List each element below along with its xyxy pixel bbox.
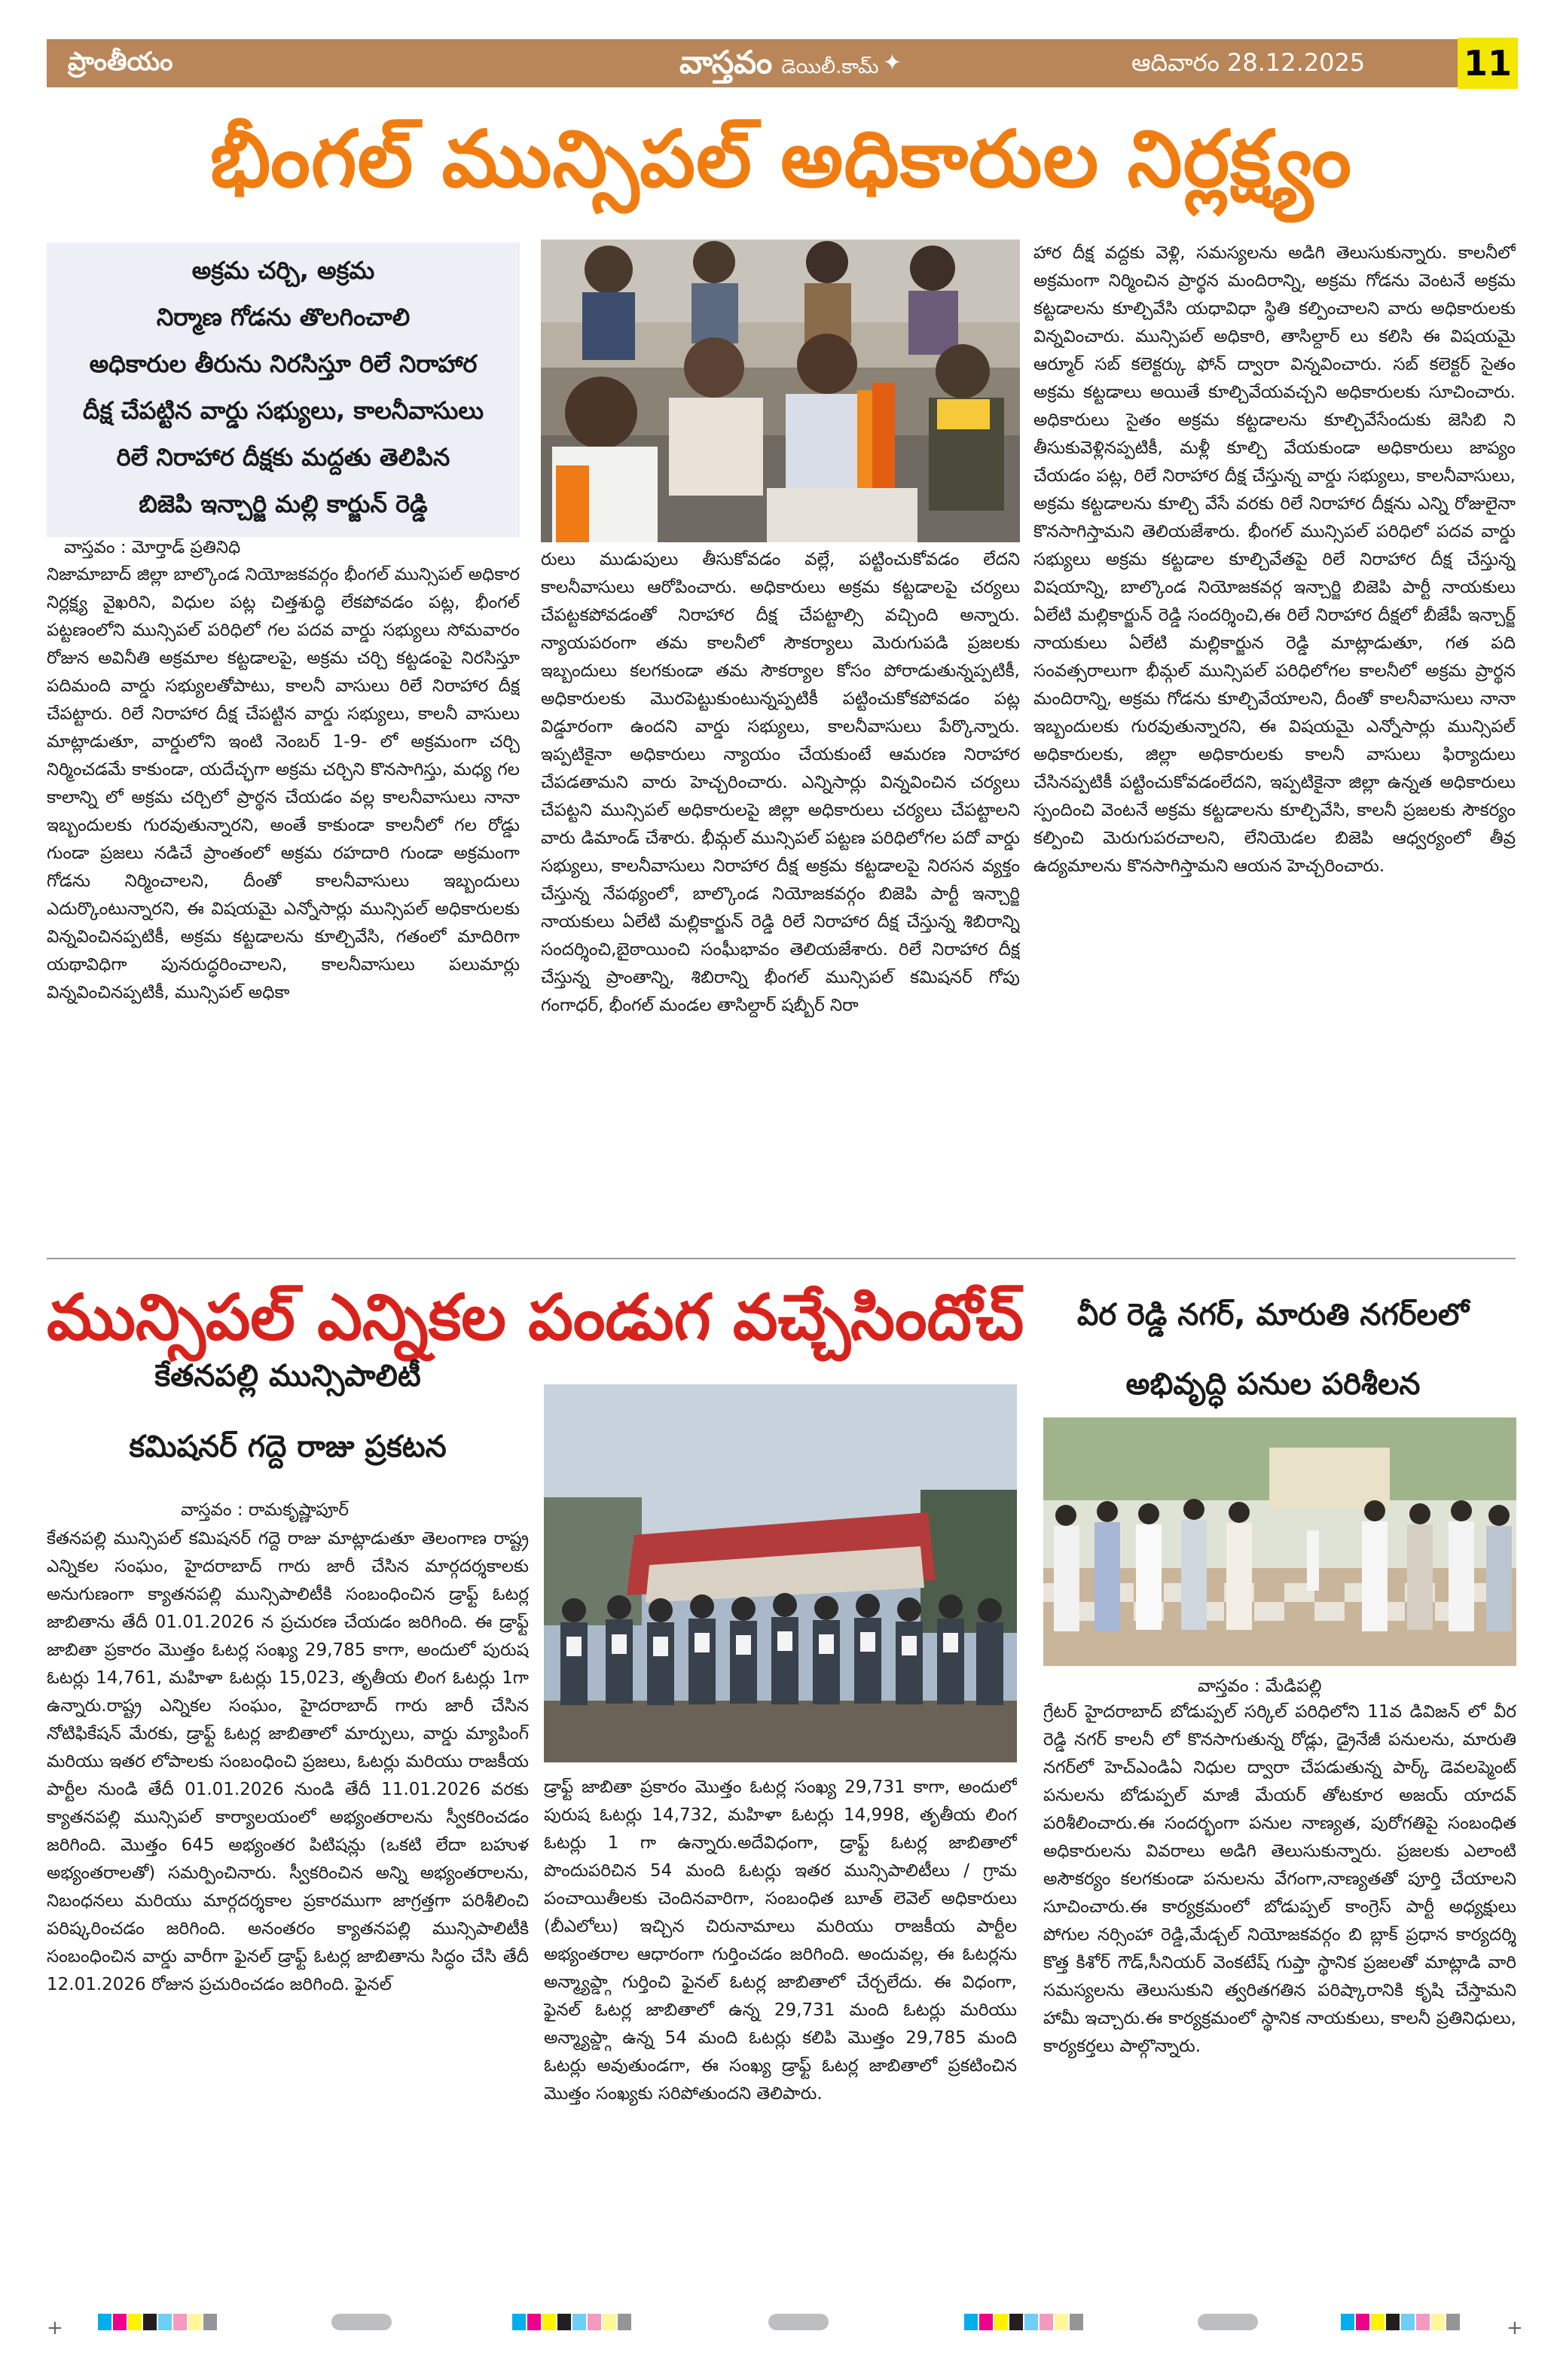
section-divider [47, 1258, 1516, 1259]
subhead-line: కమిషనర్ గద్దె రాజు ప్రకటన [129, 1430, 447, 1464]
issue-date: ఆదివారం 28.12.2025 [1131, 48, 1366, 77]
article2-headline: మున్సిపల్ ఎన్నికల పండుగ వచ్చేసిందోచ్ [47, 1280, 1024, 1354]
masthead-title: వాస్తవం [679, 44, 773, 81]
deck-line: దీక్ష చేపట్టిన వార్డు సభ్యులు, కాలనీవాసులు [82, 396, 484, 425]
article2-column-2 [544, 1774, 1017, 2280]
bird-logo-icon: ✦ [883, 50, 902, 76]
section-label: ప్రాంతీయం [68, 47, 173, 77]
article3-body [1043, 1698, 1516, 2226]
headline-line: వీర రెడ్డి నగర్, మారుతి నగర్‌లలో [1076, 1298, 1470, 1332]
deck-line: నిర్మాణ గోడను తొలగించాలి [156, 303, 411, 331]
masthead-sub: డెయిలీ.కామ్ [781, 56, 879, 78]
park-inspection-photo [1043, 1417, 1516, 1666]
page-number: 11 [1458, 38, 1518, 89]
article1-text: నిజామాబాద్ జిల్లా బాల్కొండ నియోజకవర్గం భీంగల్ మున్సిపల్ అధికార నిర్లక్ష్య వైఖరిని, విధుల పట్ల చిత్తశుద్ధి లేకపోవడం పట్ల, భీంగల్ పట్టణంలోని మున్సిపల్ పరిధిలో గల పదవ వార్డు సభ్యులు సోమవారం రోజున అవినీతి అక్రమాల కట్టడాలపై, అక్రమ చర్చి కట్టడంపై నిరసిస్తూ పదిమంది వార్డు సభ్యులతోపాటు, కాలనీ వాసులు రిలే నిరాహార దీక్ష చేపట్టారు. రిలే నిరాహార దీక్ష చేపట్టిన వార్డు సభ్యులు, కాలనీ వాసులు మాట్లాడుతూ, వార్డులోని ఇంటి నెంబర్ 1-9- లో అక్రమంగా చర్చి నిర్మించడమే కాకుండా, యదేచ్ఛగా అక్రమ చర్చిని కొనసాగిస్తు, మధ్య గల కాలాన్ని లో అక్రమ చర్చిలో ప్రార్థన చేయడం వల్ల కాలనీవాసులు నానా ఇబ్బందులకు గురవుతున్నారని, అంతే కాకుండా కాలనీలో గల రోడ్డు గుండా ప్రజలు నడిచే ప్రాంతంలో అక్రమ రహదారి గుండా అక్రమంగా గోడను నిర్మించాలని, దీంతో కాలనీవాసులు ఇబ్బందులు ఎదుర్కొంటున్నారని, ఈ విషయమై ఎన్నోసార్లు మున్సిపల్ అధికారులకు విన్నవించినప్పటికీ, అక్రమ కట్టడాలను కూల్చివేసి, గతంలో మాదిరిగా యథావిధిగా పునరుద్ధరించాలని, కాలనీవాసులు పలుమార్లు విన్నవించినప్పటికీ, మున్సిపల్ అధికా [47, 565, 520, 1002]
registration-mark-icon: + [1507, 2317, 1523, 2339]
article3-byline: వాస్తవం : మేడిపల్లి [1198, 1677, 1322, 1696]
article1-headline: భీంగల్ మున్సిపల్ అధికారుల నిర్లక్ష్యం [209, 113, 1353, 205]
article3-headline [1040, 1280, 1507, 1419]
deck-line: రిలే నిరాహార దీక్షకు మద్దతు తెలిపిన [116, 443, 450, 471]
voter-list-group-photo [544, 1384, 1017, 1762]
article1-column-1 [47, 561, 520, 1246]
article2-column-1 [47, 1525, 529, 2280]
deck-line: అధికారుల తీరును నిరసిస్తూ రిలే నిరాహార [89, 349, 478, 378]
article1-column-2 [541, 546, 1020, 1246]
headline-line: అభివృద్ధి పనుల పరిశీలన [1125, 1367, 1421, 1402]
hunger-strike-photo [541, 240, 1020, 542]
deck-line: బిజెపి ఇన్చార్జి మల్లి కార్జున్ రెడ్డి [139, 490, 428, 518]
article1-deck [47, 243, 520, 537]
article1-byline: వాస్తవం : మోర్తాడ్ ప్రతినిధి [64, 538, 241, 557]
masthead [679, 44, 878, 89]
article2-subhead [47, 1341, 529, 1484]
deck-line: అక్రమ చర్చి, అక్రమ [191, 256, 375, 285]
article3-text: గ్రేటర్ హైదరాబాద్ బోడుప్పల్ సర్కిల్ పరిధిలోని 11వ డివిజన్ లో వీర రెడ్డి నగర్ కాలనీ లో కొనసాగుతున్న రోడ్లు, డ్రైనేజీ పనులను, మారుతి నగర్‌లో హెచ్ఎండిఏ నిధుల ద్వారా చేపడుతున్న పార్క్ డెవలప్మెంట్ పనులను బోడుప్పల్ మాజీ మేయర్ తోటకూర అజయ్ యాదవ్ పరిశీలించారు.ఈ సందర్భంగా పనుల నాణ్యత, పురోగతిపై సంబంధిత అధికారులను వివరాలు అడిగి తెలుసుకున్నారు. ప్రజలకు ఎలాంటి అసౌకర్యం కలగకుండా పనులను వేగంగా,నాణ్యతతో పూర్తి చేయాలని సూచించారు.ఈ కార్యక్రమంలో బోడుప్పల్ కాంగ్రెస్ పార్టీ అధ్యక్షులు పోగుల నర్సింహా రెడ్డి,మేడ్చల్ నియోజకవర్గం బి బ్లాక్ ప్రధాన కార్యదర్శి కొత్త కిశోర్ గౌడ్,సీనియర్ వెంకటేష్ గుప్తా స్థానిక ప్రజలతో మాట్లాడి వారి సమస్యలను తెలుసుకుని త్వరితగతిన పరిష్కారానికి కృషి చేస్తామని హామీ ఇచ్చారు.ఈ కార్యక్రమంలో స్థానిక నాయకులు, కాలనీ ప్రతినిధులు, కార్యకర్తలు పాల్గొన్నారు. [1043, 1702, 1516, 2056]
subhead-line: కేతనపల్లి మున్సిపాలిటీ [154, 1359, 421, 1393]
article2-text: కేతనపల్లి మున్సిపల్ కమిషనర్ గద్దె రాజు మాట్లాడుతూ తెలంగాణ రాష్ట్ర ఎన్నికల సంఘం, హైదరాబాద్ గారు జారీ చేసిన మార్గదర్శకాలకు అనుగుణంగా క్యాతనపల్లి మున్సిపాలిటీకి సంబంధించిన డ్రాఫ్ట్ ఓటర్ల జాబితాను తేదీ 01.01.2026 న ప్రచురణ చేయడం జరిగింది. ఈ డ్రాఫ్ట్ జాబితా ప్రకారం మొత్తం ఓటర్ల సంఖ్య 29,785 కాగా, అందులో పురుష ఓటర్లు 14,761, మహిళా ఓటర్లు 15,023, తృతీయ లింగ ఓటర్లు 1గా ఉన్నారు.రాష్ట్ర ఎన్నికల సంఘం, హైదరాబాద్ గారు జారీ చేసిన నోటిఫికేషన్ మేరకు, డ్రాఫ్ట్ ఓటర్ల జాబితాలో మార్పులు, వార్డు మ్యాపింగ్ మరియు ఇతర లోపాలకు సంబంధించి ప్రజలు, ఓటర్లు మరియు రాజకీయ పార్టీల నుండి తేదీ 01.01.2026 నుండి తేదీ 11.01.2026 వరకు క్యాతనపల్లి మున్సిపల్ కార్యాలయంలో అభ్యంతరాలను స్వీకరించడం జరిగింది. మొత్తం 645 అభ్యంతర పిటిషన్లు (ఒకటి లేదా బహుళ అభ్యంతరాలతో) సమర్పించినారు. స్వీకరించిన అన్ని అభ్యంతరాలను, నిబంధనలు మరియు మార్గదర్శకాల ప్రకారముగా జాగ్రత్తగా పరిశీలించి పరిష్కరించడం జరిగింది. అనంతరం క్యాతనపల్లి మున్సిపాలిటీకి సంబంధించిన వార్డు వారీగా ఫైనల్ డ్రాఫ్ట్ ఓటర్ల జాబితాను సిద్ధం చేసి తేదీ 12.01.2026 రోజున ప్రచురించడం జరిగింది. ఫైనల్ [47, 1529, 529, 1994]
article1-text: హార దీక్ష వద్దకు వెళ్లి, సమస్యలను అడిగి తెలుసుకున్నారు. కాలనీలో అక్రమంగా నిర్మించిన ప్రార్థన మందిరాన్ని, అక్రమ గోడను వెంటనే అక్రమ కట్టడాలను కూల్చివేసి యధావిధా స్థితి కల్పించాలని వారు అధికారులకు విన్నవించారు. మున్సిపల్ అధికారి, తాసిల్దార్ లు కలిసి ఈ విషయమై ఆర్మూర్ సబ్ కలెక్టర్కు ఫోన్ ద్వారా విన్నవించారు. సబ్ కలెక్టర్ సైతం అక్రమ కట్టడాలు అయితే కూల్చివేయవచ్చని అధికారులకు సూచించారు. అధికారులు సైతం అక్రమ కట్టడాలను కూల్చివేసేందుకు జెసిబి ని తీసుకువెళ్లినప్పటికీ, మళ్లీ కూల్చి వేయకుండా అధికారులు జాప్యం చేయడం పట్ల, రిలే నిరాహార దీక్ష చేస్తున్న వార్డు సభ్యులు, కాలనీవాసులు, అక్రమ కట్టడాలను కూల్చి వేసే వరకు రిలే నిరాహార దీక్షను ఎన్ని రోజులైనా కొనసాగిస్తామని తెలియజేశారు. భీంగల్ మున్సిపల్ పరిధిలో పదవ వార్డు సభ్యులు అక్రమ కట్టడాల కూల్చివేతపై రిలే నిరాహార దీక్ష చేస్తున్న విషయాన్ని, బాల్కొండ నియోజకవర్గ ఇన్చార్జి బిజెపి పార్టీ నాయకులు ఏలేటి మల్లికార్జున్ రెడ్డి సందర్శించి,ఈ రిలే నిరాహార దీక్షలో బీజేపీ ఇన్చార్జ్ నాయకులు ఏలేటి మల్లికార్జున రెడ్డి మాట్లాడుతూ, గత పది సంవత్సరాలుగా భీమ్గల్ మున్సిపల్ పరిధిలోగల కాలనీలో అక్రమ ప్రార్థన మందిరాన్ని, అక్రమ గోడను కూల్చివేయాలని, దీంతో కాలనీవాసులు నానా ఇబ్బందులకు గురవుతున్నారని, ఈ విషయమై ఎన్నోసార్లు మున్సిపల్ అధికారులకు, జిల్లా అధికారులకు కాలనీ వాసులు ఫిర్యాదులు చేసినప్పటికీ పట్టించుకోవడంలేదని, ఇప్పటికైనా జిల్లా ఉన్నత అధికారులు స్పందించి వెంటనే అక్రమ కట్టడాలను కూల్చివేసి, కాలనీ ప్రజలకు సౌకర్యం కల్పించి మెరుగుపరచాలని, లేనియెడల బిజెపి ఆధ్వర్యంలో తీవ్ర ఉద్యమాలను కొనసాగిస్తామని ఆయన హెచ్చరించారు. [1033, 243, 1516, 876]
article2-text: డ్రాఫ్ట్ జాబితా ప్రకారం మొత్తం ఓటర్ల సంఖ్య 29,731 కాగా, అందులో పురుష ఓటర్లు 14,732, మహిళా ఓటర్లు 14,998, తృతీయ లింగ ఓటర్లు 1 గా ఉన్నారు.అదేవిధంగా, డ్రాఫ్ట్ ఓటర్ల జాబితాలో పొందుపరిచిన 54 మంది ఓటర్లు ఇతర మున్సిపాలిటీలు / గ్రామ పంచాయితీలకు చెందినవారిగా, సంబంధిత బూత్ లెవెల్ అధికారులు (బీఎలోలు) ఇచ్చిన చిరునామాలు మరియు రాజకీయ పార్టీల అభ్యంతరాల ఆధారంగా గుర్తించడం జరిగింది. అందువల్ల, ఈ ఓటర్లను అన్మ్యాప్డ్గా గుర్తించి ఫైనల్ ఓటర్ల జాబితాలో చేర్చలేదు. ఈ విధంగా, ఫైనల్ ఓటర్ల జాబితాలో ఉన్న 29,731 మంది ఓటర్లు మరియు అన్మ్యాప్డ్గా ఉన్న 54 మంది ఓటర్లు కలిపి మొత్తం 29,785 మంది ఓటర్లు అవుతుండగా, ఈ సంఖ్య డ్రాఫ్ట్ ఓటర్ల జాబితాలో ప్రకటించిన మొత్తం సంఖ్యకు సరిపోతుందని తెలిపారు. [544, 1777, 1017, 2104]
article2-byline: వాస్తవం : రామకృష్ణాపూర్ [181, 1500, 350, 1520]
page-header-band [47, 39, 1516, 87]
registration-mark-icon: + [47, 2317, 63, 2339]
article1-column-3 [1033, 240, 1516, 1246]
article1-text: రులు ముడుపులు తీసుకోవడం వల్లే, పట్టించుకోవడం లేదని కాలనీవాసులు ఆరోపించారు. అధికారులు అక్రమ కట్టడాలపై చర్యలు చేపట్టకపోవడంతో నిరాహార దీక్ష చేపట్టాల్సి వచ్చింది అన్నారు. న్యాయపరంగా తమ కాలనీలో సౌకర్యాలు మెరుగుపడి ప్రజలకు ఇబ్బందులు కలగకుండా తమ సౌకర్యాల కోసం పోరాడుతున్నప్పటికీ, అధికారులకు మొరపెట్టుకుంటున్నప్పటికీ పట్టించుకోకపోవడం పట్ల విడ్డూరంగా ఉందని వార్డు సభ్యులు, కాలనీవాసులు పేర్కొన్నారు. ఇప్పటికైనా అధికారులు న్యాయం చేయకుంటే ఆమరణ నిరాహార చేపడతామని వారు హెచ్చరించారు. ఎన్నిసార్లు విన్నవించిన చర్యలు చేపట్టని మున్సిపల్ అధికారులపై జిల్లా అధికారులు చర్యలు చేపట్టాలని వారు డిమాండ్ చేశారు. భీమ్గల్ మున్సిపల్ పట్టణ పరిధిలోగల పదో వార్డు సభ్యులు, కాలనీవాసులు నిరాహార దీక్ష అక్రమ కట్టడాలపై నిరసన వ్యక్తం చేస్తున్న నేపథ్యంలో, బాల్కొండ నియోజకవర్గం బిజెపి పార్టీ ఇన్చార్జి నాయకులు ఏలేటి మల్లికార్జున్ రెడ్డి రిలే నిరాహార దీక్ష చేస్తున్న శిబిరాన్ని సందర్శించి,బైఠాయించి సంఘీభావం తెలియజేశారు. రిలే నిరాహార దీక్ష చేస్తున్న ప్రాంతాన్ని, శిబిరాన్ని భీంగల్ మున్సిపల్ కమిషనర్ గోపు గంగాధర్, భీంగల్ మండల తాసిల్దార్ షబ్బీర్ నిరా [541, 550, 1020, 1015]
